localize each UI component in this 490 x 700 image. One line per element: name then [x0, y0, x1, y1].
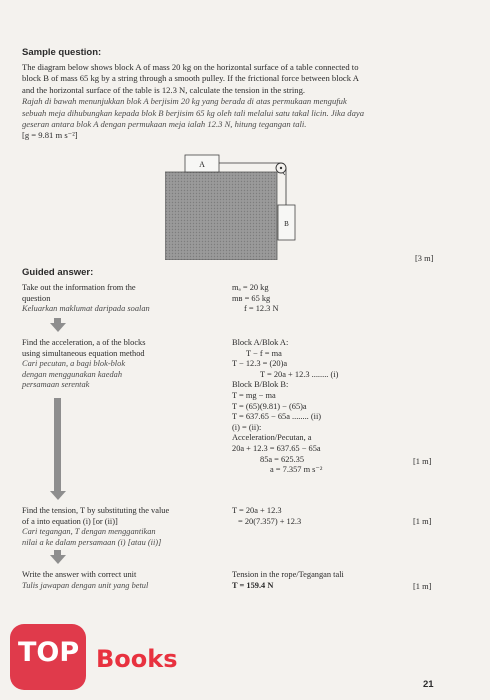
flow-arrow — [54, 398, 61, 491]
block-a-label: A — [199, 160, 205, 169]
flow-arrow-head — [50, 323, 66, 332]
step-2-instruction: Find the acceleration, a of the blocks using simultaneous equation method Cari pecutan, a bagi blok-blok dengan menggunakan kaedah persamaan serentak — [22, 338, 146, 390]
table — [165, 172, 277, 260]
guided-answer-heading: Guided answer: — [22, 267, 94, 278]
question-malay-line: Rajah di bawah menunjukkan blok A berjisim 20 kg yang berada di atas permukaan mengufuk — [22, 96, 347, 107]
question-line: and the horizontal surface of the table is 12.3 N, calculate the tension in the string. — [22, 84, 306, 95]
step-2-working: Block A/Blok A: T − f = ma T − 12.3 = (20)a T = 20a + 12.3 ........ (i) Block B/Blok B: T = mg − ma T = (65)(9.81) − (65)a T = 637.65 − 65a ........ (ii) (i) = (ii): Acceleration/Pecutan, a 20a + 12.3 = 637.65 − 65a 85a = 625.35 a = 7.357 m s⁻² — [232, 338, 339, 475]
page-number: 21 — [423, 679, 434, 690]
step-1-working: mₐ = 20 kg mʙ = 65 kg f = 12.3 N — [232, 283, 279, 314]
step-4-instruction: Write the answer with correct unit Tulis jawapan dengan unit yang betul — [22, 570, 149, 590]
gravity-constant: [g = 9.81 m s⁻²] — [22, 130, 78, 141]
block-b-label: B — [284, 220, 289, 228]
question-malay-line: geseran antara blok A dengan permukaan meja ialah 12.3 N, hitung tegangan tali. — [22, 119, 307, 130]
step-4-working: Tension in the rope/Tegangan tali T = 159.4 N — [232, 570, 344, 590]
step-3-marks: [1 m] — [413, 517, 432, 526]
step-3-instruction: Find the tension, T by substituting the value of a into equation (i) [or (ii)] Cari tegangan, T dengan menggantikan nilai a ke dalam persamaan (i) [atau (ii)] — [22, 506, 170, 547]
step-3-working: T = 20a + 12.3 = 20(7.357) + 12.3 — [232, 506, 302, 526]
sample-question-heading: Sample question: — [22, 47, 102, 58]
topbooks-logo-top: TOP — [18, 637, 80, 668]
step-2-marks: [1 m] — [413, 457, 432, 466]
question-line: The diagram below shows block A of mass 20 kg on the horizontal surface of a table connected to — [22, 62, 359, 72]
flow-arrow-head — [50, 491, 66, 500]
question-malay-line: sebuah meja dihubungkan kepada blok B berjisim 65 kg oleh tali melalui satu takal licin. Jika daya — [22, 107, 365, 118]
pulley-diagram — [165, 150, 315, 260]
topbooks-logo-books: Books — [96, 645, 178, 673]
question-line: block B of mass 65 kg by a string through a smooth pulley. If the frictional force between block A — [22, 73, 359, 84]
question-text — [22, 62, 364, 142]
flow-arrow-head — [50, 555, 66, 564]
question-marks: [3 m] — [415, 254, 434, 263]
step-4-marks: [1 m] — [413, 582, 432, 591]
final-answer: T = 159.4 N — [232, 580, 274, 590]
step-1-instruction: Take out the information from the question Keluarkan maklumat daripada soalan — [22, 283, 150, 314]
